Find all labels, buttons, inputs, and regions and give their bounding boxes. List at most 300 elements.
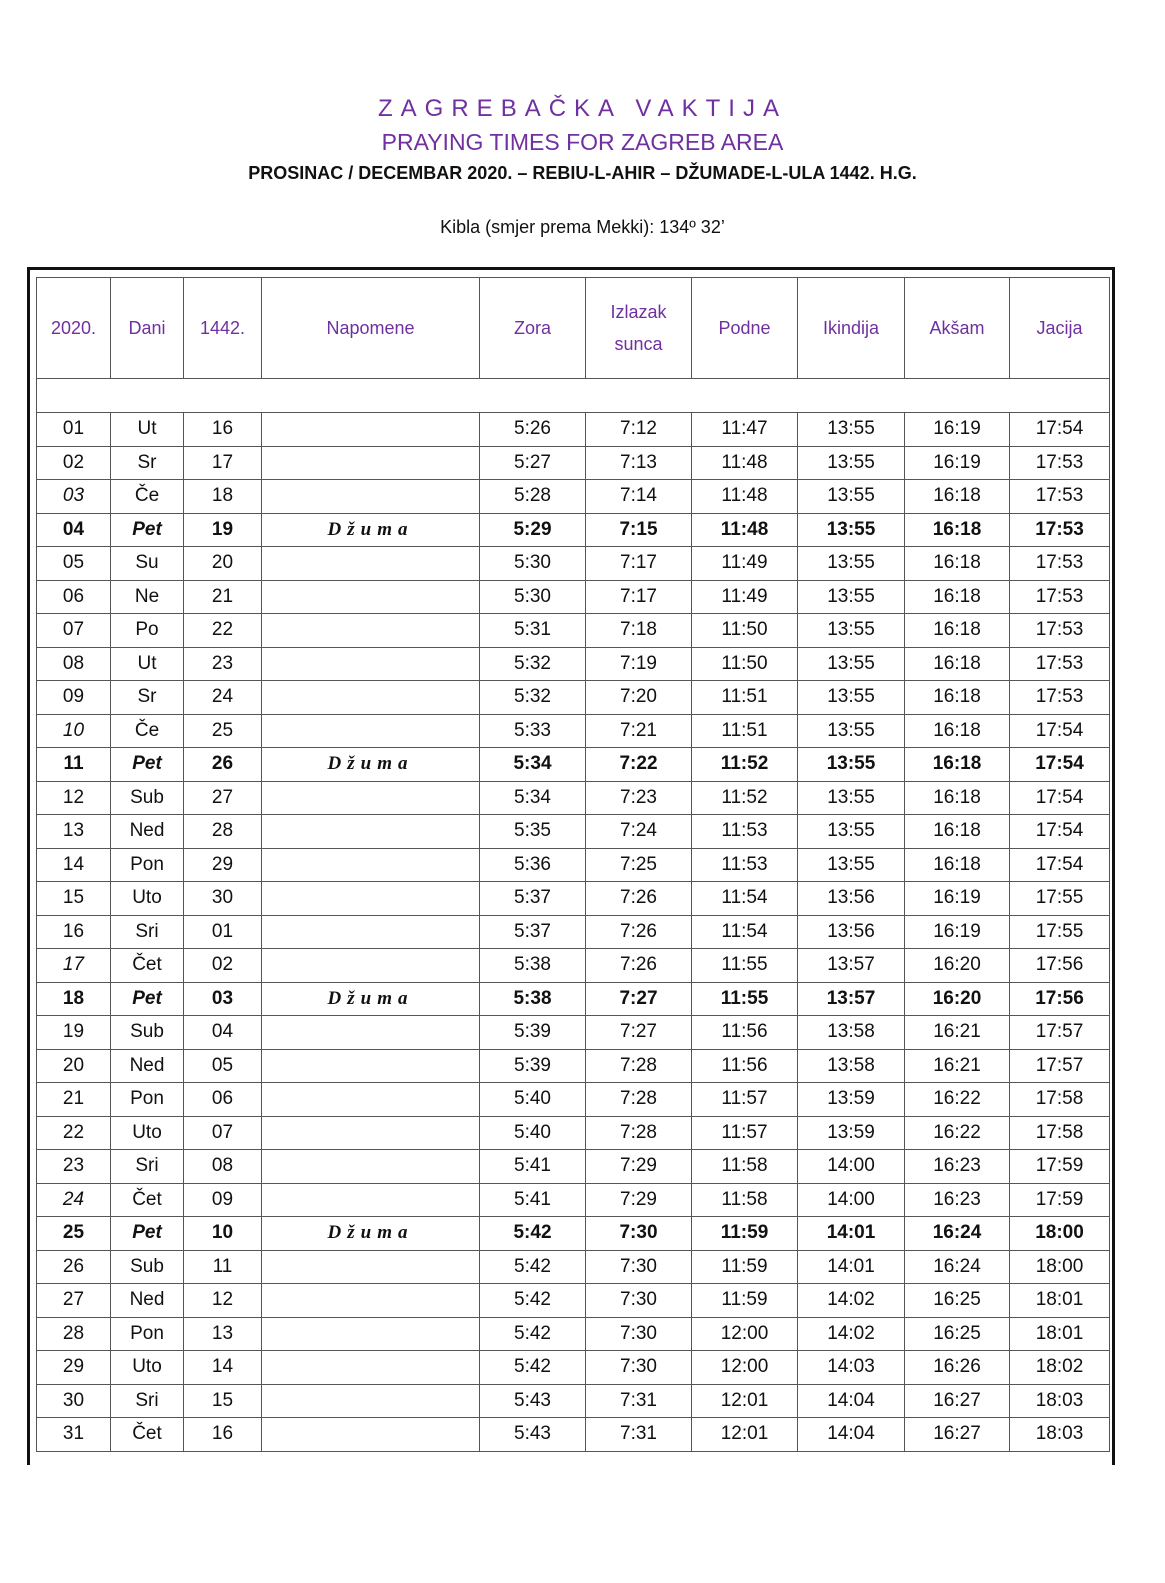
- date-cell: 01: [37, 413, 111, 447]
- time-cell: 16:21: [905, 1016, 1010, 1050]
- table-row: [37, 882, 1110, 916]
- time-cell: 7:28: [586, 1116, 692, 1150]
- table-row: [37, 815, 1110, 849]
- day-cell: Ned: [111, 1284, 184, 1318]
- column-header: 1442.: [184, 278, 262, 379]
- time-cell: 7:18: [586, 614, 692, 648]
- time-cell: 13:55: [798, 647, 905, 681]
- time-cell: 16:19: [905, 413, 1010, 447]
- note-cell: [262, 1351, 480, 1385]
- day-cell: Če: [111, 714, 184, 748]
- hijri-cell: 09: [184, 1183, 262, 1217]
- note-cell: [262, 580, 480, 614]
- time-cell: 11:55: [692, 982, 798, 1016]
- spacer-row: [37, 379, 1110, 413]
- time-cell: 5:31: [480, 614, 586, 648]
- time-cell: 16:20: [905, 949, 1010, 983]
- time-cell: 17:55: [1010, 915, 1110, 949]
- table-row: [37, 915, 1110, 949]
- time-cell: 18:00: [1010, 1217, 1110, 1251]
- note-cell: [262, 647, 480, 681]
- time-cell: 18:03: [1010, 1418, 1110, 1452]
- table-row: [37, 1351, 1110, 1385]
- document-subtitle: PRAYING TIMES FOR ZAGREB AREA: [381, 129, 784, 155]
- time-cell: 5:32: [480, 681, 586, 715]
- column-header: Jacija: [1010, 278, 1110, 379]
- date-cell: 15: [37, 882, 111, 916]
- time-cell: 18:01: [1010, 1317, 1110, 1351]
- column-header: Ikindija: [798, 278, 905, 379]
- time-cell: 16:24: [905, 1217, 1010, 1251]
- time-cell: 16:18: [905, 547, 1010, 581]
- time-cell: 7:22: [586, 748, 692, 782]
- column-header: Akšam: [905, 278, 1010, 379]
- time-cell: 5:39: [480, 1016, 586, 1050]
- note-cell: [262, 815, 480, 849]
- time-cell: 13:55: [798, 714, 905, 748]
- time-cell: 17:57: [1010, 1049, 1110, 1083]
- hijri-cell: 23: [184, 647, 262, 681]
- hijri-cell: 04: [184, 1016, 262, 1050]
- time-cell: 11:48: [692, 513, 798, 547]
- time-cell: 7:29: [586, 1150, 692, 1184]
- time-cell: 16:27: [905, 1384, 1010, 1418]
- table-row: [37, 547, 1110, 581]
- date-cell: 13: [37, 815, 111, 849]
- time-cell: 7:20: [586, 681, 692, 715]
- time-cell: 12:00: [692, 1351, 798, 1385]
- time-cell: 7:12: [586, 413, 692, 447]
- table-row: [37, 1250, 1110, 1284]
- time-cell: 13:58: [798, 1049, 905, 1083]
- day-cell: Čet: [111, 949, 184, 983]
- date-cell: 20: [37, 1049, 111, 1083]
- time-cell: 13:55: [798, 413, 905, 447]
- time-cell: 16:18: [905, 848, 1010, 882]
- note-cell: [262, 480, 480, 514]
- time-cell: 16:18: [905, 513, 1010, 547]
- time-cell: 11:53: [692, 848, 798, 882]
- column-header: Izlazak sunca: [586, 278, 692, 379]
- time-cell: 11:57: [692, 1116, 798, 1150]
- date-cell: 25: [37, 1217, 111, 1251]
- time-cell: 18:00: [1010, 1250, 1110, 1284]
- time-cell: 5:38: [480, 982, 586, 1016]
- time-cell: 5:35: [480, 815, 586, 849]
- time-cell: 16:27: [905, 1418, 1010, 1452]
- time-cell: 13:55: [798, 446, 905, 480]
- time-cell: 14:01: [798, 1250, 905, 1284]
- time-cell: 18:03: [1010, 1384, 1110, 1418]
- time-cell: 17:59: [1010, 1150, 1110, 1184]
- table-row: [37, 513, 1110, 547]
- hijri-cell: 18: [184, 480, 262, 514]
- day-cell: Čet: [111, 1418, 184, 1452]
- note-cell: [262, 714, 480, 748]
- date-cell: 11: [37, 748, 111, 782]
- table-row: [37, 748, 1110, 782]
- date-cell: 29: [37, 1351, 111, 1385]
- time-cell: 11:51: [692, 681, 798, 715]
- note-cell: [262, 547, 480, 581]
- time-cell: 18:01: [1010, 1284, 1110, 1318]
- time-cell: 7:14: [586, 480, 692, 514]
- time-cell: 17:56: [1010, 982, 1110, 1016]
- time-cell: 11:48: [692, 480, 798, 514]
- time-cell: 7:30: [586, 1250, 692, 1284]
- day-cell: Po: [111, 614, 184, 648]
- time-cell: 16:18: [905, 815, 1010, 849]
- hijri-cell: 19: [184, 513, 262, 547]
- time-cell: 16:18: [905, 748, 1010, 782]
- time-cell: 7:31: [586, 1384, 692, 1418]
- time-cell: 5:41: [480, 1183, 586, 1217]
- date-cell: 17: [37, 949, 111, 983]
- note-cell: [262, 681, 480, 715]
- note-cell: Džuma: [262, 748, 480, 782]
- time-cell: 7:28: [586, 1049, 692, 1083]
- table-row: [37, 848, 1110, 882]
- time-cell: 13:59: [798, 1083, 905, 1117]
- time-cell: 11:53: [692, 815, 798, 849]
- time-cell: 5:27: [480, 446, 586, 480]
- time-cell: 13:55: [798, 748, 905, 782]
- day-cell: Sr: [111, 446, 184, 480]
- day-cell: Čet: [111, 1183, 184, 1217]
- time-cell: 5:40: [480, 1083, 586, 1117]
- time-cell: 5:42: [480, 1351, 586, 1385]
- date-cell: 27: [37, 1284, 111, 1318]
- header-row: [37, 278, 1110, 379]
- hijri-cell: 14: [184, 1351, 262, 1385]
- time-cell: 5:29: [480, 513, 586, 547]
- document-header: [0, 92, 1165, 188]
- time-cell: 13:55: [798, 480, 905, 514]
- note-cell: [262, 848, 480, 882]
- time-cell: 7:21: [586, 714, 692, 748]
- time-cell: 5:42: [480, 1317, 586, 1351]
- time-cell: 13:55: [798, 681, 905, 715]
- time-cell: 17:54: [1010, 815, 1110, 849]
- time-cell: 13:56: [798, 915, 905, 949]
- time-cell: 16:18: [905, 781, 1010, 815]
- time-cell: 11:59: [692, 1217, 798, 1251]
- hijri-cell: 28: [184, 815, 262, 849]
- date-cell: 02: [37, 446, 111, 480]
- time-cell: 5:36: [480, 848, 586, 882]
- table-row: [37, 1116, 1110, 1150]
- note-cell: [262, 1150, 480, 1184]
- time-cell: 13:55: [798, 781, 905, 815]
- date-cell: 07: [37, 614, 111, 648]
- time-cell: 5:42: [480, 1217, 586, 1251]
- time-cell: 5:38: [480, 949, 586, 983]
- table-row: [37, 647, 1110, 681]
- spacer-cell: [37, 379, 1110, 413]
- day-cell: Pet: [111, 513, 184, 547]
- day-cell: Ned: [111, 815, 184, 849]
- date-cell: 12: [37, 781, 111, 815]
- time-cell: 5:34: [480, 781, 586, 815]
- note-cell: [262, 882, 480, 916]
- table-row: [37, 480, 1110, 514]
- time-cell: 7:24: [586, 815, 692, 849]
- time-cell: 17:53: [1010, 513, 1110, 547]
- time-cell: 17:53: [1010, 614, 1110, 648]
- time-cell: 7:30: [586, 1284, 692, 1318]
- date-cell: 31: [37, 1418, 111, 1452]
- note-cell: [262, 781, 480, 815]
- date-cell: 06: [37, 580, 111, 614]
- note-cell: [262, 1384, 480, 1418]
- date-cell: 03: [37, 480, 111, 514]
- time-cell: 5:41: [480, 1150, 586, 1184]
- time-cell: 13:57: [798, 949, 905, 983]
- note-cell: [262, 1250, 480, 1284]
- time-cell: 7:27: [586, 1016, 692, 1050]
- time-cell: 11:52: [692, 781, 798, 815]
- date-cell: 19: [37, 1016, 111, 1050]
- hijri-cell: 11: [184, 1250, 262, 1284]
- hijri-cell: 24: [184, 681, 262, 715]
- prayer-times-table: [36, 277, 1110, 1452]
- time-cell: 11:58: [692, 1183, 798, 1217]
- hijri-cell: 27: [184, 781, 262, 815]
- time-cell: 16:25: [905, 1284, 1010, 1318]
- month-line: PROSINAC / DECEMBAR 2020. – REBIU-L-AHIR – DŽUMADE-L-ULA 1442. H.G.: [248, 163, 917, 183]
- time-cell: 7:30: [586, 1217, 692, 1251]
- date-cell: 14: [37, 848, 111, 882]
- date-cell: 10: [37, 714, 111, 748]
- time-cell: 5:30: [480, 547, 586, 581]
- time-cell: 11:57: [692, 1083, 798, 1117]
- table-row: [37, 949, 1110, 983]
- day-cell: Uto: [111, 1116, 184, 1150]
- time-cell: 5:26: [480, 413, 586, 447]
- day-cell: Sr: [111, 681, 184, 715]
- time-cell: 11:59: [692, 1250, 798, 1284]
- time-cell: 11:50: [692, 614, 798, 648]
- table-row: [37, 614, 1110, 648]
- time-cell: 13:55: [798, 580, 905, 614]
- table-row: [37, 1183, 1110, 1217]
- time-cell: 17:53: [1010, 580, 1110, 614]
- time-cell: 5:33: [480, 714, 586, 748]
- time-cell: 5:42: [480, 1284, 586, 1318]
- date-cell: 22: [37, 1116, 111, 1150]
- time-cell: 16:21: [905, 1049, 1010, 1083]
- time-cell: 16:23: [905, 1150, 1010, 1184]
- time-cell: 17:58: [1010, 1116, 1110, 1150]
- time-cell: 11:51: [692, 714, 798, 748]
- hijri-cell: 03: [184, 982, 262, 1016]
- date-cell: 30: [37, 1384, 111, 1418]
- time-cell: 7:25: [586, 848, 692, 882]
- date-cell: 28: [37, 1317, 111, 1351]
- date-cell: 08: [37, 647, 111, 681]
- table-row: [37, 781, 1110, 815]
- note-cell: Džuma: [262, 513, 480, 547]
- table-row: [37, 1217, 1110, 1251]
- time-cell: 16:25: [905, 1317, 1010, 1351]
- time-cell: 5:28: [480, 480, 586, 514]
- note-cell: [262, 1016, 480, 1050]
- time-cell: 14:01: [798, 1217, 905, 1251]
- time-cell: 14:02: [798, 1317, 905, 1351]
- day-cell: Su: [111, 547, 184, 581]
- document-title: ZAGREBAČKA VAKTIJA: [378, 95, 787, 122]
- time-cell: 7:23: [586, 781, 692, 815]
- hijri-cell: 20: [184, 547, 262, 581]
- time-cell: 5:37: [480, 915, 586, 949]
- time-cell: 5:42: [480, 1250, 586, 1284]
- time-cell: 7:26: [586, 882, 692, 916]
- time-cell: 16:19: [905, 915, 1010, 949]
- hijri-cell: 08: [184, 1150, 262, 1184]
- note-cell: [262, 1116, 480, 1150]
- time-cell: 7:26: [586, 915, 692, 949]
- day-cell: Sub: [111, 781, 184, 815]
- time-cell: 17:56: [1010, 949, 1110, 983]
- hijri-cell: 29: [184, 848, 262, 882]
- time-cell: 11:48: [692, 446, 798, 480]
- time-cell: 13:59: [798, 1116, 905, 1150]
- time-cell: 7:29: [586, 1183, 692, 1217]
- day-cell: Pet: [111, 1217, 184, 1251]
- time-cell: 16:18: [905, 614, 1010, 648]
- time-cell: 7:17: [586, 580, 692, 614]
- time-cell: 13:58: [798, 1016, 905, 1050]
- hijri-cell: 22: [184, 614, 262, 648]
- time-cell: 11:47: [692, 413, 798, 447]
- hijri-cell: 16: [184, 413, 262, 447]
- time-cell: 14:04: [798, 1418, 905, 1452]
- time-cell: 7:30: [586, 1351, 692, 1385]
- time-cell: 11:54: [692, 915, 798, 949]
- time-cell: 7:19: [586, 647, 692, 681]
- table-row: [37, 580, 1110, 614]
- time-cell: 5:39: [480, 1049, 586, 1083]
- date-cell: 05: [37, 547, 111, 581]
- table-row: [37, 1317, 1110, 1351]
- column-header: Zora: [480, 278, 586, 379]
- time-cell: 5:30: [480, 580, 586, 614]
- time-cell: 13:55: [798, 614, 905, 648]
- time-cell: 13:55: [798, 513, 905, 547]
- time-cell: 16:22: [905, 1116, 1010, 1150]
- hijri-cell: 25: [184, 714, 262, 748]
- note-cell: [262, 1183, 480, 1217]
- date-cell: 16: [37, 915, 111, 949]
- time-cell: 11:56: [692, 1016, 798, 1050]
- time-cell: 14:00: [798, 1150, 905, 1184]
- table-row: [37, 982, 1110, 1016]
- column-header: Podne: [692, 278, 798, 379]
- time-cell: 7:15: [586, 513, 692, 547]
- time-cell: 5:32: [480, 647, 586, 681]
- note-cell: [262, 413, 480, 447]
- time-cell: 14:00: [798, 1183, 905, 1217]
- day-cell: Sub: [111, 1250, 184, 1284]
- time-cell: 17:54: [1010, 848, 1110, 882]
- date-cell: 18: [37, 982, 111, 1016]
- day-cell: Pon: [111, 1083, 184, 1117]
- time-cell: 5:43: [480, 1384, 586, 1418]
- time-cell: 11:50: [692, 647, 798, 681]
- date-cell: 24: [37, 1183, 111, 1217]
- time-cell: 16:19: [905, 446, 1010, 480]
- time-cell: 11:52: [692, 748, 798, 782]
- time-cell: 17:54: [1010, 781, 1110, 815]
- note-cell: [262, 614, 480, 648]
- table-row: [37, 1083, 1110, 1117]
- note-cell: [262, 446, 480, 480]
- column-header: 2020.: [37, 278, 111, 379]
- time-cell: 17:53: [1010, 681, 1110, 715]
- time-cell: 16:18: [905, 714, 1010, 748]
- time-cell: 12:00: [692, 1317, 798, 1351]
- day-cell: Ut: [111, 413, 184, 447]
- day-cell: Uto: [111, 882, 184, 916]
- hijri-cell: 02: [184, 949, 262, 983]
- column-header: Napomene: [262, 278, 480, 379]
- time-cell: 14:02: [798, 1284, 905, 1318]
- hijri-cell: 17: [184, 446, 262, 480]
- day-cell: Pet: [111, 748, 184, 782]
- time-cell: 17:53: [1010, 547, 1110, 581]
- time-cell: 11:49: [692, 547, 798, 581]
- time-cell: 5:40: [480, 1116, 586, 1150]
- note-cell: [262, 1418, 480, 1452]
- time-cell: 17:53: [1010, 446, 1110, 480]
- time-cell: 5:37: [480, 882, 586, 916]
- time-cell: 13:55: [798, 547, 905, 581]
- time-cell: 16:18: [905, 480, 1010, 514]
- time-cell: 11:49: [692, 580, 798, 614]
- time-cell: 18:02: [1010, 1351, 1110, 1385]
- note-cell: [262, 949, 480, 983]
- hijri-cell: 15: [184, 1384, 262, 1418]
- time-cell: 17:54: [1010, 714, 1110, 748]
- day-cell: Pon: [111, 848, 184, 882]
- note-cell: [262, 1049, 480, 1083]
- time-cell: 16:20: [905, 982, 1010, 1016]
- time-cell: 17:58: [1010, 1083, 1110, 1117]
- time-cell: 12:01: [692, 1418, 798, 1452]
- date-cell: 26: [37, 1250, 111, 1284]
- table-row: [37, 1284, 1110, 1318]
- table-row: [37, 1150, 1110, 1184]
- time-cell: 16:24: [905, 1250, 1010, 1284]
- day-cell: Sri: [111, 915, 184, 949]
- date-cell: 09: [37, 681, 111, 715]
- day-cell: Pet: [111, 982, 184, 1016]
- time-cell: 16:18: [905, 647, 1010, 681]
- kibla-direction: Kibla (smjer prema Mekki): 134º 32’: [440, 217, 725, 237]
- time-cell: 17:54: [1010, 748, 1110, 782]
- note-cell: Džuma: [262, 1217, 480, 1251]
- time-cell: 16:18: [905, 580, 1010, 614]
- time-cell: 7:27: [586, 982, 692, 1016]
- time-cell: 16:19: [905, 882, 1010, 916]
- hijri-cell: 06: [184, 1083, 262, 1117]
- time-cell: 17:53: [1010, 647, 1110, 681]
- time-cell: 17:54: [1010, 413, 1110, 447]
- time-cell: 7:30: [586, 1317, 692, 1351]
- note-cell: Džuma: [262, 982, 480, 1016]
- time-cell: 5:34: [480, 748, 586, 782]
- time-cell: 11:56: [692, 1049, 798, 1083]
